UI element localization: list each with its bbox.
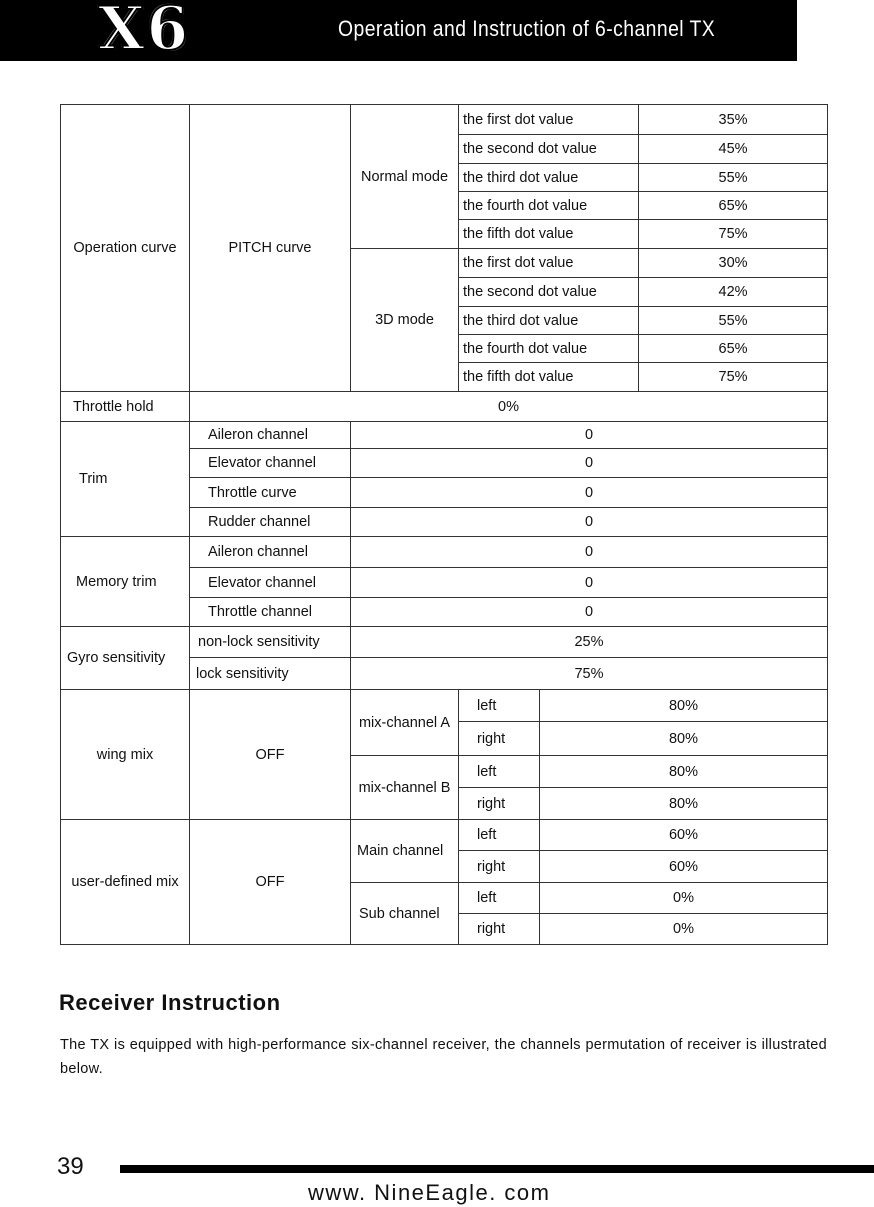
dot-value: 35% [639,105,828,135]
trim-channel-label: Aileron channel [190,422,351,449]
side-label: left [459,883,540,914]
gyro-sensitivity-label: Gyro sensitivity [61,627,190,690]
wing-mix-state: OFF [190,690,351,820]
dot-label: the fourth dot value [459,192,639,220]
normal-mode-label: Normal mode [351,105,459,249]
side-value: 80% [540,788,828,820]
side-value: 80% [540,690,828,722]
dot-value: 30% [639,249,828,278]
side-label: right [459,788,540,820]
side-value: 0% [540,883,828,914]
x6-logo: X6 [98,0,191,64]
pitch-curve-label: PITCH curve [190,105,351,392]
trim-channel-label: Rudder channel [190,508,351,537]
memory-trim-channel-label: Elevator channel [190,568,351,598]
dot-label: the first dot value [459,249,639,278]
dot-label: the first dot value [459,105,639,135]
side-label: right [459,914,540,945]
header-title: Operation and Instruction of 6-channel TX [338,16,716,41]
dot-label: the fourth dot value [459,335,639,363]
dot-value: 75% [639,220,828,249]
side-label: left [459,820,540,851]
side-label: left [459,690,540,722]
page-number: 39 [57,1153,84,1180]
throttle-hold-label: Throttle hold [61,392,190,422]
user-defined-mix-label: user-defined mix [61,820,190,945]
dot-label: the second dot value [459,135,639,164]
dot-label: the fifth dot value [459,220,639,249]
dot-value: 65% [639,335,828,363]
footer-rule [120,1165,874,1173]
dot-value: 55% [639,164,828,192]
settings-table [60,104,828,945]
memory-trim-channel-label: Throttle channel [190,598,351,627]
gyro-row-value: 75% [351,658,828,690]
memory-trim-channel-label: Aileron channel [190,537,351,568]
memory-trim-channel-value: 0 [351,568,828,598]
operation-curve-label: Operation curve [61,105,190,392]
receiver-paragraph: The TX is equipped with high-performance six-channel receiver, the channels permutation of receiver is illustrated below. [60,1037,827,1077]
trim-channel-value: 0 [351,422,828,449]
trim-channel-value: 0 [351,478,828,508]
side-label: right [459,722,540,756]
gyro-row-label: non-lock sensitivity [190,627,351,658]
trim-label: Trim [61,422,190,537]
trim-channel-label: Elevator channel [190,449,351,478]
memory-trim-label: Memory trim [61,537,190,627]
dot-value: 65% [639,192,828,220]
gyro-row-label: lock sensitivity [190,658,351,690]
dot-label: the second dot value [459,278,639,307]
mix-channel-b-label: mix-channel B [351,756,459,820]
main-channel-label: Main channel [351,820,459,883]
memory-trim-channel-value: 0 [351,537,828,568]
3d-mode-label: 3D mode [351,249,459,392]
side-label: right [459,851,540,883]
mix-channel-a-label: mix-channel A [351,690,459,756]
side-value: 80% [540,722,828,756]
header-bar [0,0,797,64]
dot-label: the fifth dot value [459,363,639,392]
throttle-hold-value: 0% [190,392,828,422]
dot-label: the third dot value [459,164,639,192]
side-value: 60% [540,820,828,851]
dot-value: 75% [639,363,828,392]
trim-channel-label: Throttle curve [190,478,351,508]
trim-channel-value: 0 [351,508,828,537]
memory-trim-channel-value: 0 [351,598,828,627]
side-label: left [459,756,540,788]
sub-channel-label: Sub channel [351,883,459,945]
receiver-section-title: Receiver Instruction [59,990,281,1015]
user-mix-state: OFF [190,820,351,945]
wing-mix-label: wing mix [61,690,190,820]
side-value: 80% [540,756,828,788]
side-value: 60% [540,851,828,883]
dot-label: the third dot value [459,307,639,335]
side-value: 0% [540,914,828,945]
gyro-row-value: 25% [351,627,828,658]
dot-value: 42% [639,278,828,307]
dot-value: 45% [639,135,828,164]
dot-value: 55% [639,307,828,335]
trim-channel-value: 0 [351,449,828,478]
footer-url: www. NineEagle. com [308,1180,551,1205]
